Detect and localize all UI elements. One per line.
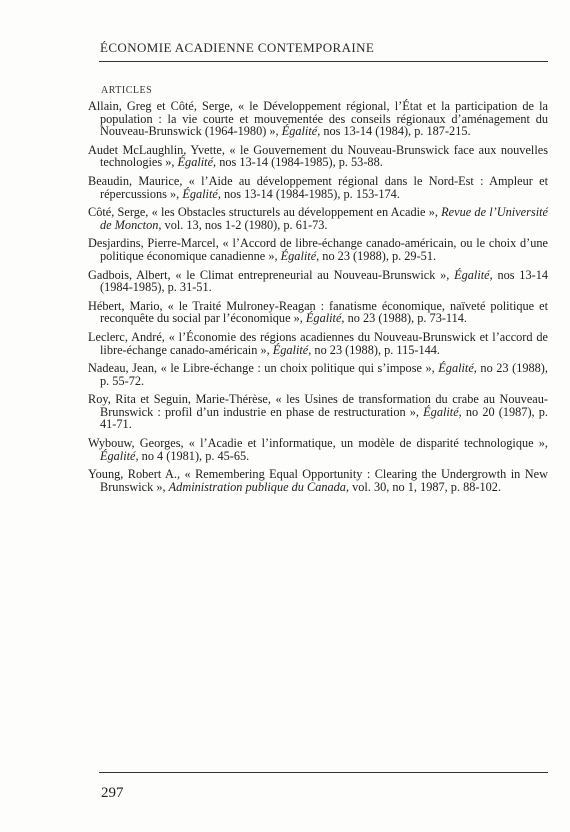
bibliography-entry [88, 437, 548, 462]
entry-text: Allain, Greg et Côté, Serge, « le Développement régional, l’État et la participation de la population : la vie courte et mouvementée des conseils régionaux d’aménagement du Nouveau-Brunswick (1964-1980) », [88, 99, 548, 139]
entry-text: Hébert, Mario, « le Traité Mulroney-Reagan : fanatisme économique, naïveté politique et reconquête du social par l’économique », [88, 298, 548, 326]
entry-details: no 20 (1987), p. 41-71. [100, 404, 548, 432]
entry-journal: Égalité, [454, 267, 493, 282]
entry-details: nos 13-14 (1984-1985), p. 153-174. [220, 186, 400, 201]
entry-journal: Administration publique du Canada, [168, 479, 350, 494]
entry-details: no 23 (1988), p. 55-72. [100, 361, 548, 388]
footer-rule [99, 772, 548, 773]
entry-details: vol. 13, nos 1-2 (1980), p. 61-73. [161, 217, 328, 232]
page-number: 297 [101, 785, 124, 801]
entry-details: nos 13-14 (1984-1985), p. 53-88. [216, 155, 383, 170]
entry-text: Beaudin, Maurice, « l’Aide au développement régional dans le Nord-Est : Ampleur et répercussions », [88, 173, 548, 201]
entry-journal: Égalité, [305, 311, 345, 326]
entry-journal: Égalité, [100, 448, 139, 463]
entry-details: no 23 (1988), p. 29-51. [319, 248, 437, 263]
bibliography-entry [88, 237, 548, 262]
entry-journal: Revue de l’Université de Moncton, [100, 205, 548, 232]
running-header: ÉCONOMIE ACADIENNE CONTEMPORAINE [100, 40, 375, 55]
entry-journal: Égalité, [280, 248, 320, 263]
entry-details: no 23 (1988), p. 115-144. [311, 342, 440, 357]
bibliography-list [88, 100, 548, 499]
entry-text: Roy, Rita et Seguin, Marie-Thérèse, « les Usines de transformation du crabe au Nouveau-Brunswick : profil d’un industrie en phase de restructuration », [88, 392, 548, 419]
entry-journal: Égalité, [272, 342, 312, 357]
entry-text: Desjardins, Pierre-Marcel, « l’Accord de libre-échange canado-américain, ou le choix d’une politique économique canadienne », [88, 236, 548, 263]
entry-text: Gadbois, Albert, « le Climat entrepreneurial au Nouveau-Brunswick », [88, 267, 455, 282]
entry-details: nos 13-14 (1984-1985), p. 31-51. [100, 267, 548, 295]
entry-details: no 4 (1981), p. 45-65. [138, 448, 250, 463]
entry-journal: Égalité, [281, 124, 321, 139]
entry-text: Wybouw, Georges, « l’Acadie et l’informatique, un modèle de disparité technologique », [88, 436, 548, 451]
bibliography-entry [88, 206, 548, 231]
entry-journal: Égalité, [438, 361, 477, 376]
entry-journal: Égalité, [423, 404, 462, 419]
bibliography-entry [88, 331, 548, 356]
entry-journal: Égalité, [182, 186, 221, 201]
entry-journal: Égalité, [177, 155, 217, 170]
entry-text: Leclerc, André, « l’Économie des régions acadiennes du Nouveau-Brunswick et l’accord de libre-échange canado-américain », [88, 329, 548, 357]
entry-text: Côté, Serge, « les Obstacles structurels au développement en Acadie », [88, 205, 442, 220]
entry-text: Young, Robert A., « Remembering Equal Opportunity : Clearing the Undergrowth in New Brunswick », [88, 467, 548, 494]
bibliography-entry [88, 468, 548, 493]
entry-text: Nadeau, Jean, « le Libre-échange : un choix politique qui s’impose », [88, 361, 439, 376]
bibliography-entry [88, 362, 548, 387]
bibliography-entry [88, 269, 548, 294]
entry-details: no 23 (1988), p. 73-114. [344, 311, 468, 326]
bibliography-entry [88, 300, 548, 325]
bibliography-entry [88, 100, 548, 138]
bibliography-entry [88, 144, 548, 169]
bibliography-entry [88, 175, 548, 200]
entry-details: nos 13-14 (1984), p. 187-215. [320, 124, 471, 139]
entry-details: vol. 30, no 1, 1987, p. 88-102. [349, 479, 502, 494]
bibliography-entry [88, 393, 548, 431]
section-heading: ARTICLES [101, 85, 153, 96]
entry-text: Audet McLaughlin, Yvette, « le Gouvernement du Nouveau-Brunswick face aux nouvelles technologies », [88, 142, 548, 170]
header-rule [99, 61, 548, 62]
